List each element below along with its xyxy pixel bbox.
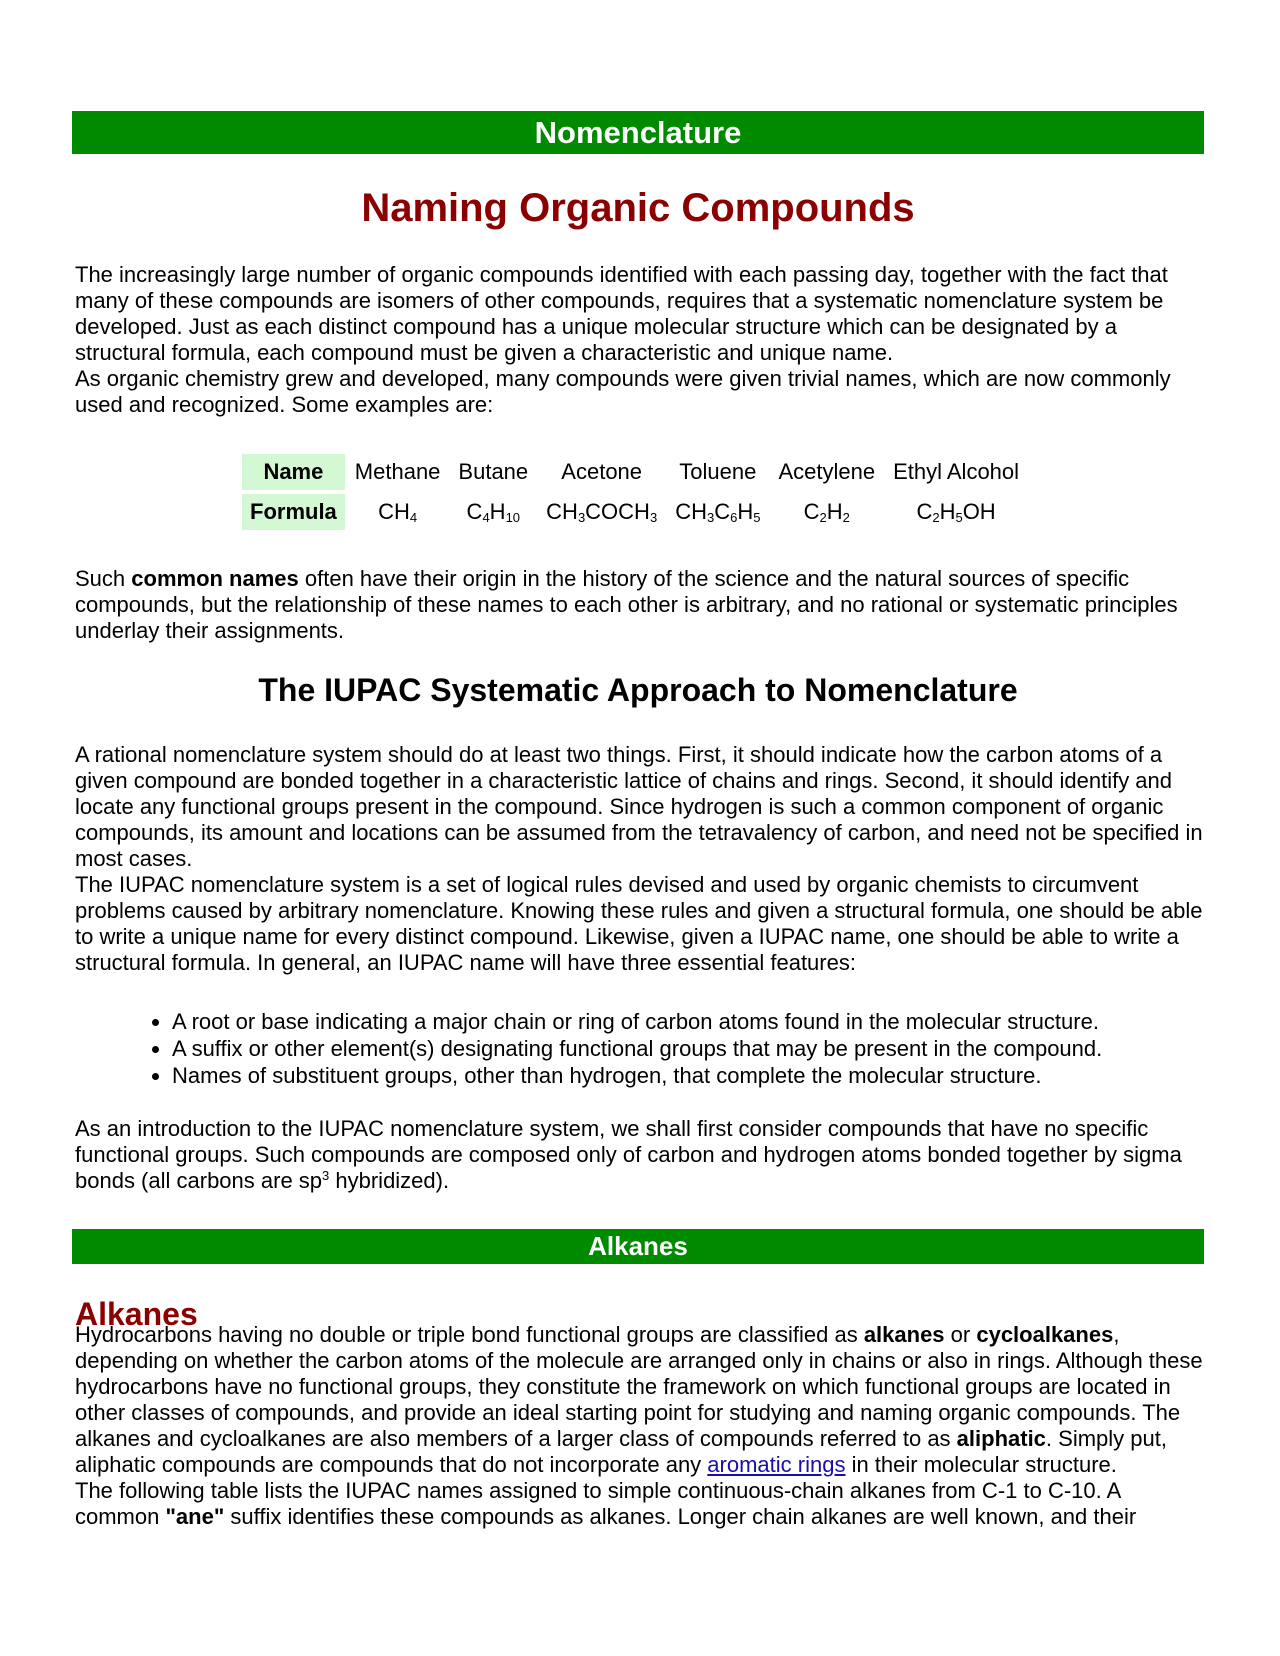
common-names-paragraph (75, 566, 1205, 644)
names-row (242, 454, 1027, 490)
text-run: Hydrocarbons having no double or triple bond functional groups are classified as (75, 1322, 864, 1347)
text-run: often have their origin in the history of the science and the natural sources of specific compounds, but the relationship of these names to each other is arbitrary, and no rational or systematic principles underlay their assignments. (75, 566, 1178, 643)
bold-term: common names (131, 566, 299, 591)
iupac-heading: The IUPAC Systematic Approach to Nomenclature (258, 672, 1018, 708)
page-title: Naming Organic Compounds (361, 186, 915, 230)
iupac-text-2: The IUPAC nomenclature system is a set of logical rules devised and used by organic chemists to circumvent problems caused by arbitrary nomenclature. Knowing these rules and given a structural formula, one should be able to write a unique name for every distinct compound. Likewise, given a IUPAC name, one should be able to write a structural formula. In general, an IUPAC name will have three essential features: (75, 872, 1203, 975)
compound-name: Ethyl Alcohol (893, 459, 1020, 484)
compound-formula: $C_4H_{10}$ (466, 499, 521, 525)
bold-term: "ane" (165, 1504, 225, 1529)
name-header: Name (242, 454, 345, 490)
formula-header: Formula (242, 494, 345, 530)
compound-formula: $CH_3COCH_3$ (546, 499, 658, 525)
compound-formula: $C_2H_5OH$ (916, 499, 996, 525)
superscript: 3 (322, 1168, 330, 1183)
features-list (148, 1008, 1102, 1089)
text-run: in their molecular structure. (845, 1452, 1117, 1477)
iupac-paragraph (75, 742, 1205, 976)
text-run: , depending on whether the carbon atoms of the molecule are arranged only in chains or also in rings. Although these hydrocarbons have no functional groups, they constitute the framework on which functional groups are located in other classes of compounds, and provide an ideal starting point for studying and naming organic compounds. The alkanes and cycloalkanes are also members of a larger class of compounds referred to as (75, 1322, 1203, 1451)
compound-name: Toluene (679, 459, 757, 484)
formulas-row (242, 494, 1027, 530)
bold-term: aliphatic (956, 1426, 1046, 1451)
compound-formula: $C_2H_2$ (803, 499, 850, 525)
alkanes-paragraph (75, 1322, 1205, 1530)
text-run: The following table lists the IUPAC names assigned to simple continuous-chain alkanes from C-1 to C-10. A common (75, 1478, 1121, 1529)
compound-name: Methane (354, 459, 441, 484)
alkanes-heading: Alkanes (75, 1296, 198, 1332)
compound-name: Butane (458, 459, 529, 484)
section-bar-nomenclature: Nomenclature (72, 111, 1204, 154)
bold-term: cycloalkanes (976, 1322, 1114, 1347)
aromatic-rings-link[interactable]: aromatic rings (707, 1452, 846, 1477)
section-bar-alkanes: Alkanes (72, 1229, 1204, 1264)
list-item: • Names of substituent groups, other than hydrogen, that complete the molecular structure. (172, 1062, 1102, 1089)
common-names-table (240, 450, 1029, 534)
list-item: • A root or base indicating a major chain or ring of carbon atoms found in the molecular structure. (172, 1008, 1102, 1035)
intro-iupac-paragraph (75, 1116, 1205, 1194)
bold-term: alkanes (863, 1322, 945, 1347)
compound-name: Acetylene (778, 459, 876, 484)
iupac-text-1: A rational nomenclature system should do at least two things. First, it should indicate how the carbon atoms of a given compound are bonded together in a characteristic lattice of chains and rings. Second, it should identify and locate any functional groups present in the compound. Since hydrogen is such a common component of organic compounds, its amount and locations can be assumed from the tetravalency of carbon, and need not be specified in most cases. (75, 742, 1203, 871)
compound-formula: $CH_4$ (378, 499, 418, 525)
intro-text-2: As organic chemistry grew and developed, many compounds were given trivial names, which are now commonly used and recognized. Some examples are: (75, 366, 1171, 417)
compound-formula: $CH_3C_6H_5$ (675, 499, 761, 525)
intro-paragraph (75, 262, 1205, 418)
text-run: Such (75, 566, 132, 591)
text-run: As an introduction to the IUPAC nomenclature system, we shall first consider compounds that have no specific functional groups. Such compounds are composed only of carbon and hydrogen atoms bonded together by sigma bonds (all carbons are sp (75, 1116, 1182, 1193)
text-run: . Simply put, aliphatic compounds are compounds that do not incorporate any (75, 1426, 1167, 1477)
list-item: • A suffix or other element(s) designating functional groups that may be present in the compound. (172, 1035, 1102, 1062)
text-run: or (944, 1322, 977, 1347)
intro-text-1: The increasingly large number of organic compounds identified with each passing day, together with the fact that many of these compounds are isomers of other compounds, requires that a systematic nomenclature system be developed. Just as each distinct compound has a unique molecular structure which can be designated by a structural formula, each compound must be given a characteristic and unique name. (75, 262, 1168, 365)
text-run: suffix identifies these compounds as alkanes. Longer chain alkanes are well known, and their (224, 1504, 1137, 1529)
compound-name: Acetone (561, 459, 643, 484)
text-run: hybridized). (329, 1168, 450, 1193)
